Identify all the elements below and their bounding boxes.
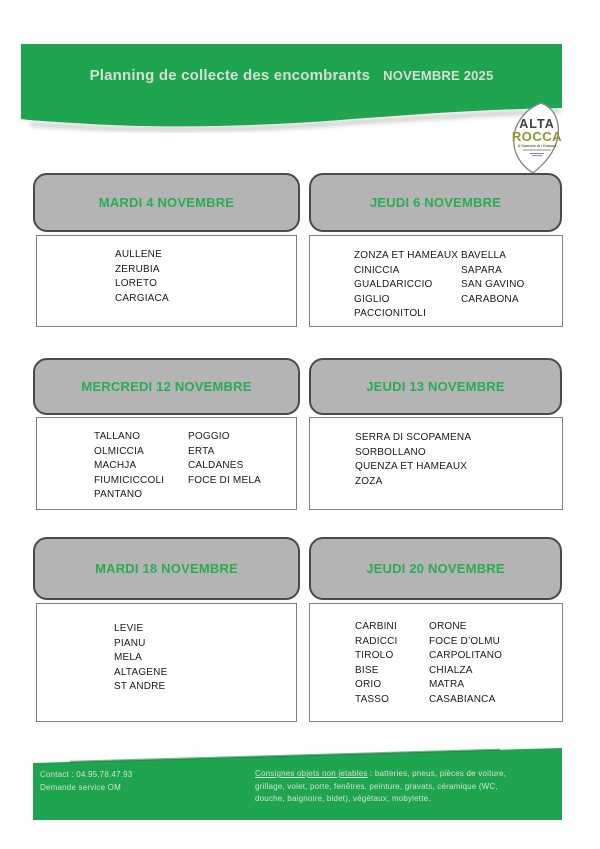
- commune-name: FOCE DI MELA: [188, 474, 261, 486]
- contact-phone: Contact : 04.95.78.47.93: [40, 770, 133, 779]
- commune-list: [355, 620, 429, 707]
- card-body-jeudi-13: [309, 417, 563, 510]
- commune-name: CARBINI: [355, 621, 397, 632]
- commune-list: [114, 622, 167, 695]
- page-title-text: Planning de collecte des encombrants: [89, 66, 371, 84]
- logo-rule: [523, 150, 551, 151]
- commune-name: RADICCI: [355, 635, 398, 647]
- commune-name: MELA: [114, 652, 143, 663]
- footer-consignes: [255, 768, 519, 806]
- commune-list: [94, 430, 188, 503]
- card-body-mercredi-12: [36, 417, 297, 510]
- commune-name: LORETO: [115, 278, 158, 289]
- card-header-jeudi-20: [309, 537, 562, 600]
- logo-text-rocca: ROCCA: [511, 129, 563, 144]
- commune-name: ST ANDRE: [114, 681, 166, 692]
- card-header-mardi-18: [33, 537, 300, 600]
- commune-name: POGGIO: [188, 431, 230, 442]
- card-title: MERCREDI 12 NOVEMBRE: [81, 379, 252, 394]
- commune-name: BAVELLA: [461, 250, 507, 261]
- commune-name: ZOZA: [355, 475, 383, 487]
- commune-list: [355, 431, 471, 489]
- card-title: JEUDI 6 NOVEMBRE: [369, 195, 502, 210]
- card-title: JEUDI 20 NOVEMBRE: [366, 561, 505, 576]
- commune-name: MACHJA: [94, 460, 137, 471]
- commune-name: TALLANO: [94, 431, 141, 442]
- commune-name: TASSO: [355, 693, 390, 705]
- logo-tagline: U Cumune di i Cumuni: [517, 144, 557, 148]
- contact-service: Demande service OM: [40, 783, 121, 792]
- commune-name: CINICCIA: [354, 264, 400, 276]
- commune-name: PIANU: [114, 637, 146, 649]
- card-body-mardi-4: [36, 235, 297, 327]
- page-title: [21, 44, 562, 106]
- commune-name: CHIALZA: [429, 664, 473, 676]
- commune-list: [354, 249, 461, 322]
- card-title: MARDI 18 NOVEMBRE: [95, 561, 238, 576]
- commune-name: OLMICCIA: [94, 445, 144, 457]
- commune-name: CARGIACA: [115, 292, 169, 304]
- commune-name: FOCE D’OLMU: [429, 635, 501, 647]
- commune-name: MATRA: [429, 679, 465, 690]
- card-body-jeudi-6: [309, 235, 563, 327]
- commune-name: GUALDARICCIO: [354, 279, 433, 290]
- card-body-mardi-18: [36, 603, 297, 722]
- card-header-jeudi-6: [309, 173, 562, 232]
- commune-name: SORBOLLANO: [355, 446, 426, 458]
- footer-contact: [40, 768, 230, 794]
- card-body-jeudi-20: [309, 603, 563, 722]
- commune-name: ZERUBIA: [115, 263, 160, 275]
- commune-name: CARABONA: [461, 293, 519, 305]
- commune-name: AULLENE: [115, 249, 162, 260]
- consignes-label: Consignes objets non jetables: [255, 769, 368, 778]
- commune-name: GIGLIO: [354, 293, 390, 305]
- alta-rocca-logo: [504, 100, 568, 176]
- commune-name: CASABIANCA: [429, 693, 496, 705]
- commune-name: PANTANO: [94, 489, 143, 500]
- commune-list: [429, 620, 502, 707]
- logo-rule: [532, 155, 542, 156]
- commune-name: SERRA DI SCOPAMENA: [355, 432, 472, 443]
- commune-name: LEVIE: [114, 623, 144, 634]
- commune-name: ZONZA ET HAMEAUX: [354, 250, 459, 261]
- commune-name: ORONE: [429, 621, 467, 632]
- commune-name: ALTAGENE: [114, 666, 168, 678]
- commune-name: SAPARA: [461, 264, 503, 276]
- logo-text-alta: ALTA: [519, 117, 555, 131]
- card-title: MARDI 4 NOVEMBRE: [98, 195, 235, 210]
- card-title: JEUDI 13 NOVEMBRE: [366, 379, 505, 394]
- commune-name: ORIO: [355, 679, 382, 690]
- commune-name: TIROLO: [355, 650, 394, 661]
- commune-name: CARPOLITANO: [429, 650, 503, 661]
- page-title-month: NOVEMBRE 2025: [383, 67, 494, 83]
- commune-name: BISE: [355, 664, 379, 676]
- consignes-text: : batteries, pneus, pièces de voiture, grillage, volet, porte, fenêtres, peinture, gravats, céramique (WC, douche, baignoire, bidet), végétaux, mobylette.: [255, 769, 507, 803]
- card-header-jeudi-13: [309, 358, 562, 415]
- card-header-mercredi-12: [33, 358, 300, 415]
- commune-list: [461, 249, 525, 322]
- commune-list: [188, 430, 261, 503]
- commune-name: QUENZA ET HAMEAUX: [355, 461, 468, 472]
- logo-rule: [530, 153, 544, 154]
- card-header-mardi-4: [33, 173, 300, 232]
- commune-name: PACCIONITOLI: [354, 308, 427, 319]
- commune-name: CALDANES: [188, 460, 244, 471]
- commune-name: FIUMICICCOLI: [94, 474, 165, 486]
- commune-name: ERTA: [188, 445, 215, 457]
- commune-name: SAN GAVINO: [461, 279, 525, 290]
- commune-list: [115, 248, 169, 306]
